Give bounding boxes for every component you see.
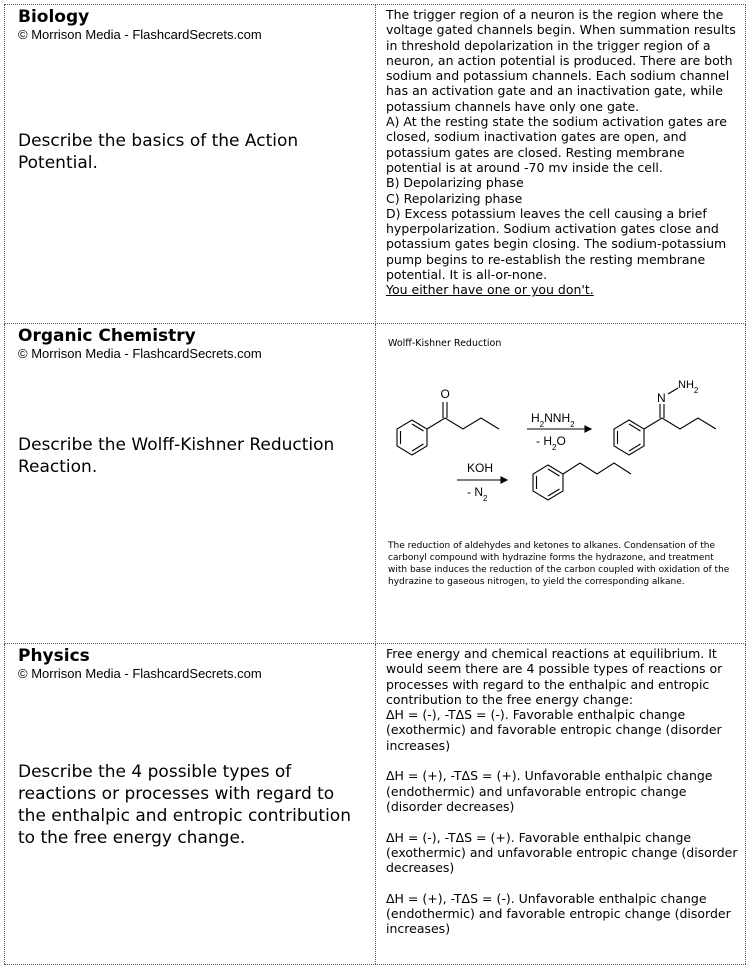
card-question: Describe the basics of the Action Potential.	[18, 131, 299, 173]
answer-paragraph: ΔH = (-), -TΔS = (-). Favorable enthalpic change (exothermic) and favorable entropic change (disorder increases)	[386, 707, 722, 753]
flashcard-organic-chemistry	[4, 323, 746, 644]
reaction-caption: The reduction of aldehydes and ketones to alkanes. Condensation of the carbonyl compound with hydrazine forms the hydrazone, and treatment with base induces the reduction of the carbon coupled with oxidation of the hydrazine to gaseous nitrogen, to yield the corresponding alkane.	[388, 541, 730, 587]
card-front	[4, 324, 376, 644]
answer-paragraph: The trigger region of a neuron is the region where the voltage gated channels begin. When summation results in threshold depolarization in the trigger region of a neuron, an action potential is produced. There are both sodium and potassium channels. Each sodium channel has an activation gate and an inactivation gate, while potassium channels have only one gate.	[386, 7, 736, 114]
answer-paragraph: Free energy and chemical reactions at equilibrium. It would seem there are 4 possible types of reactions or processes with regard to the enthalpic and entropic contribution to the free energy change:	[386, 646, 723, 707]
answer-paragraph: ΔH = (+), -TΔS = (+). Unfavorable enthalpic change (endothermic) and unfavorable entropic change (disorder decreases)	[386, 768, 713, 814]
answer-paragraph: C) Repolarizing phase	[386, 190, 523, 206]
card-front	[4, 5, 376, 324]
card-answer	[386, 7, 741, 298]
atom-label: O	[440, 387, 450, 401]
card-subject: Biology	[18, 7, 90, 27]
answer-paragraph: B) Depolarizing phase	[386, 175, 524, 191]
benzene-ring	[533, 465, 563, 500]
card-front	[4, 644, 376, 964]
card-credit: © Morrison Media - FlashcardSecrets.com	[18, 346, 262, 361]
card-back	[375, 324, 746, 644]
card-credit: © Morrison Media - FlashcardSecrets.com	[18, 27, 262, 42]
reaction-scheme	[375, 354, 745, 554]
reagent-label: KOH	[467, 461, 494, 475]
reagent-label: - $H_2O$	[536, 434, 566, 452]
paragraph-spacer	[386, 875, 741, 890]
reaction-title: Wolff-Kishner Reduction	[388, 338, 502, 349]
answer-paragraph: ΔH = (-), -TΔS = (+). Favorable enthalpic change (exothermic) and unfavorable entropic change (disorder decreases)	[386, 829, 738, 876]
card-back	[375, 644, 746, 964]
flashcard-biology	[4, 4, 746, 324]
atom-label: $NH_2$	[678, 379, 699, 395]
reagent-label: $H_2NNH_2$	[531, 411, 575, 429]
card-subject: Physics	[18, 646, 90, 666]
paragraph-spacer	[386, 814, 741, 829]
benzene-ring	[614, 420, 644, 455]
alkyl-chain	[427, 418, 499, 429]
card-back	[375, 5, 746, 324]
card-question: Describe the 4 possible types of reactions or processes with regard to the enthalpic and entropic contribution to the free energy change.	[18, 762, 351, 848]
benzene-ring	[397, 420, 427, 455]
flashcard-physics	[4, 643, 746, 965]
alkyl-chain	[644, 418, 716, 429]
card-answer	[386, 646, 741, 937]
answer-paragraph: A) At the resting state the sodium activation gates are closed, sodium inactivation gates are open, and potassium gates are closed. Resting membrane potential is at around -70 mv inside the cell.	[386, 114, 727, 175]
card-subject: Organic Chemistry	[18, 326, 196, 346]
flashcard-sheet	[4, 4, 746, 964]
card-question: Describe the Wolff-Kishner Reduction Reaction.	[18, 435, 335, 477]
atom-label: N	[657, 391, 666, 405]
reagent-label: - $N_2$	[467, 485, 488, 503]
paragraph-spacer	[386, 753, 741, 768]
alkyl-chain	[563, 463, 631, 474]
answer-paragraph: ΔH = (+), -TΔS = (-). Unfavorable enthalpic change (endothermic) and favorable entropic change (disorder increases)	[386, 890, 731, 937]
answer-underlined-line: You either have one or you don't.	[386, 282, 594, 298]
card-credit: © Morrison Media - FlashcardSecrets.com	[18, 666, 262, 681]
answer-paragraph: D) Excess potassium leaves the cell causing a brief hyperpolarization. Sodium activation gates close and potassium gates begin closing. The sodium-potassium pump begins to re-establish the resting membrane potential. It is all-or-none.	[386, 205, 727, 283]
